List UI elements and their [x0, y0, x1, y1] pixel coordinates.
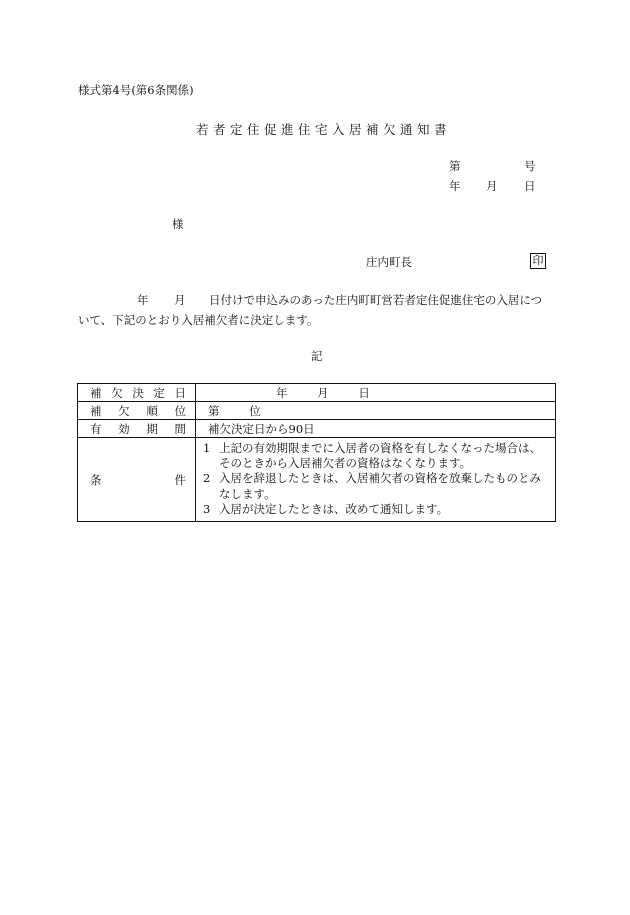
number-suffix: 号: [524, 159, 536, 173]
form-number-label: 様式第4号(第6条関係): [78, 83, 194, 97]
list-item: 2 入居を辞退したときは、入居補欠者の資格を放棄したものとみなします。: [203, 471, 541, 501]
decision-year: 年: [276, 385, 288, 400]
body-year: 年: [137, 293, 149, 307]
order-prefix: 第: [208, 403, 220, 418]
notice-table: [77, 383, 556, 522]
number-prefix: 第: [449, 159, 461, 173]
issuer-name: 庄内町長: [366, 255, 412, 269]
table-row-validity: [78, 420, 556, 438]
date-month: 月: [486, 179, 498, 193]
document-title: 若者定住促進住宅入居補欠通知書: [196, 122, 452, 137]
body-month: 月: [174, 293, 186, 307]
decision-date-label: 補 欠 決 定 日: [78, 384, 196, 402]
order-suffix: 位: [249, 403, 261, 418]
date-day: 日: [524, 179, 536, 193]
validity-value: 補欠決定日から90日: [196, 420, 556, 438]
list-item: 3 入居が決定したときは、改めて通知します。: [203, 501, 449, 516]
table-row-order: [78, 402, 556, 420]
conditions-label: 条 件: [78, 438, 196, 522]
list-item: 1 上記の有効期限までに入居者の資格を有しなくなった場合は、そのときから入居補欠者の資格はなくなります。: [203, 441, 541, 471]
body-line-2: いて、下記のとおり入居補欠者に決定します。: [78, 313, 319, 327]
order-value: [196, 402, 556, 420]
date-year: 年: [449, 179, 461, 193]
body-line-1-text: 日付けで申込みのあった庄内町町営若者定住促進住宅の入居につ: [209, 293, 543, 307]
decision-day: 日: [358, 385, 370, 400]
decision-month: 月: [317, 385, 329, 400]
ki-heading: 記: [311, 349, 323, 363]
decision-date-value: [196, 384, 556, 402]
order-label: 補 欠 順 位: [78, 402, 196, 420]
table-row-conditions: [78, 438, 556, 522]
validity-label: 有 効 期 間: [78, 420, 196, 438]
seal-mark: 印: [530, 253, 546, 269]
recipient-honorific: 様: [172, 217, 184, 231]
conditions-value: [196, 438, 556, 522]
table-row-decision-date: [78, 384, 556, 402]
